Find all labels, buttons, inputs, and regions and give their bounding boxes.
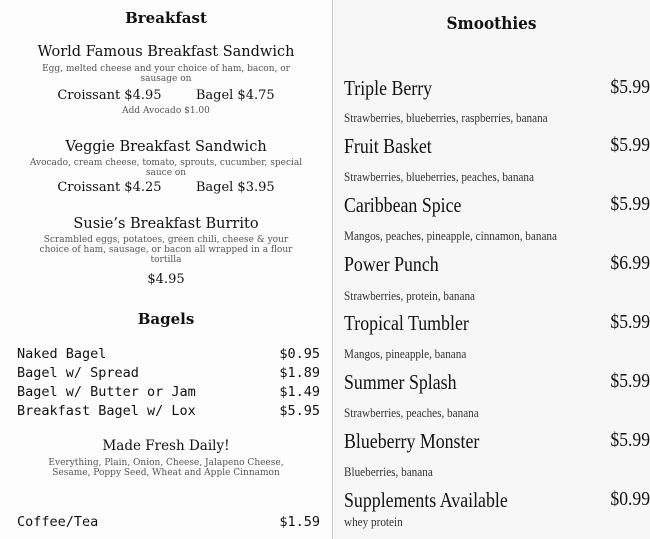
right-column bbox=[333, 0, 650, 539]
bagel-row bbox=[17, 365, 320, 383]
smoothie-name: Power Punch bbox=[344, 252, 439, 276]
smoothie-description: Strawberries, peaches, banana bbox=[344, 405, 479, 420]
breakfast-item-note: Add Avocado $1.00 bbox=[122, 106, 210, 116]
bagel-name: Bagel w/ Butter or Jam bbox=[17, 384, 196, 400]
smoothie-description: Mangos, pineapple, banana bbox=[344, 346, 467, 361]
smoothie-description: whey protein bbox=[344, 514, 403, 529]
bagel-row bbox=[17, 346, 320, 364]
breakfast-item-price: $4.95 bbox=[147, 272, 185, 287]
bagel-price: $1.49 bbox=[279, 384, 320, 400]
bagels-heading: Bagels bbox=[137, 310, 195, 328]
smoothie-row bbox=[344, 488, 650, 510]
breakfast-heading: Breakfast bbox=[125, 9, 207, 27]
breakfast-item-name: Veggie Breakfast Sandwich bbox=[65, 139, 267, 155]
bagel-name: Breakfast Bagel w/ Lox bbox=[17, 403, 196, 419]
smoothie-description: Blueberries, banana bbox=[344, 464, 433, 479]
bagel-price: $5.95 bbox=[279, 403, 320, 419]
bagel-row bbox=[17, 403, 320, 421]
coffee-row bbox=[17, 514, 320, 532]
smoothie-price: $5.99 bbox=[610, 76, 650, 98]
smoothie-price: $6.99 bbox=[610, 252, 650, 274]
breakfast-item-prices bbox=[0, 180, 332, 195]
smoothie-description: Strawberries, protein, banana bbox=[344, 288, 476, 303]
smoothie-description: Mangos, peaches, pineapple, cinnamon, banana bbox=[344, 228, 557, 243]
smoothie-price: $5.99 bbox=[610, 193, 650, 215]
smoothie-name: Tropical Tumbler bbox=[344, 311, 469, 335]
breakfast-item-name: Susie’s Breakfast Burrito bbox=[73, 216, 259, 232]
smoothie-price: $5.99 bbox=[610, 370, 650, 392]
smoothie-name: Supplements Available bbox=[344, 488, 508, 512]
breakfast-item-prices bbox=[0, 88, 332, 103]
smoothie-row bbox=[344, 134, 650, 156]
bagel-name: Bagel w/ Spread bbox=[17, 365, 139, 381]
smoothie-price: $5.99 bbox=[610, 429, 650, 451]
bagel-name: Naked Bagel bbox=[17, 346, 107, 362]
coffee-name: Coffee/Tea bbox=[17, 514, 99, 530]
coffee-price: $1.59 bbox=[279, 514, 320, 530]
smoothie-row bbox=[344, 252, 650, 274]
bagel-price: Bagel $3.95 bbox=[195, 180, 275, 195]
smoothie-row bbox=[344, 193, 650, 215]
bagel-row bbox=[17, 384, 320, 402]
smoothie-name: Summer Splash bbox=[344, 370, 457, 394]
breakfast-item-description: Egg, melted cheese and your choice of ham, bacon, or sausage on bbox=[42, 64, 290, 84]
smoothie-row bbox=[344, 311, 650, 333]
smoothies-heading: Smoothies bbox=[446, 14, 537, 34]
smoothie-description: Strawberries, blueberries, raspberries, banana bbox=[344, 110, 548, 125]
smoothie-price: $5.99 bbox=[610, 311, 650, 333]
smoothie-row bbox=[344, 370, 650, 392]
bagel-price: $0.95 bbox=[279, 346, 320, 362]
smoothie-price: $5.99 bbox=[610, 134, 650, 156]
bagel-price: Bagel $4.75 bbox=[195, 88, 275, 103]
bagel-price: $1.89 bbox=[279, 365, 320, 381]
croissant-price: Croissant $4.25 bbox=[57, 180, 162, 195]
smoothie-row bbox=[344, 76, 650, 98]
smoothie-name: Blueberry Monster bbox=[344, 429, 480, 453]
smoothie-price: $0.99 bbox=[610, 488, 650, 510]
breakfast-item-description: Avocado, cream cheese, tomato, sprouts, cucumber, special sauce on bbox=[29, 158, 303, 178]
smoothie-name: Fruit Basket bbox=[344, 134, 432, 158]
smoothie-row bbox=[344, 429, 650, 451]
smoothie-description: Strawberries, blueberries, peaches, banana bbox=[344, 169, 534, 184]
breakfast-item-name: World Famous Breakfast Sandwich bbox=[37, 44, 295, 60]
made-fresh-description: Everything, Plain, Onion, Cheese, Jalapeno Cheese, Sesame, Poppy Seed, Wheat and Apple Cinnamon bbox=[48, 458, 284, 478]
smoothie-name: Triple Berry bbox=[344, 76, 433, 100]
breakfast-item-description: Scrambled eggs, potatoes, green chili, cheese & your choice of ham, sausage, or bacon all wrapped in a flour tortilla bbox=[39, 235, 293, 265]
croissant-price: Croissant $4.95 bbox=[57, 88, 162, 103]
smoothie-name: Caribbean Spice bbox=[344, 193, 462, 217]
made-fresh-title: Made Fresh Daily! bbox=[102, 438, 230, 454]
